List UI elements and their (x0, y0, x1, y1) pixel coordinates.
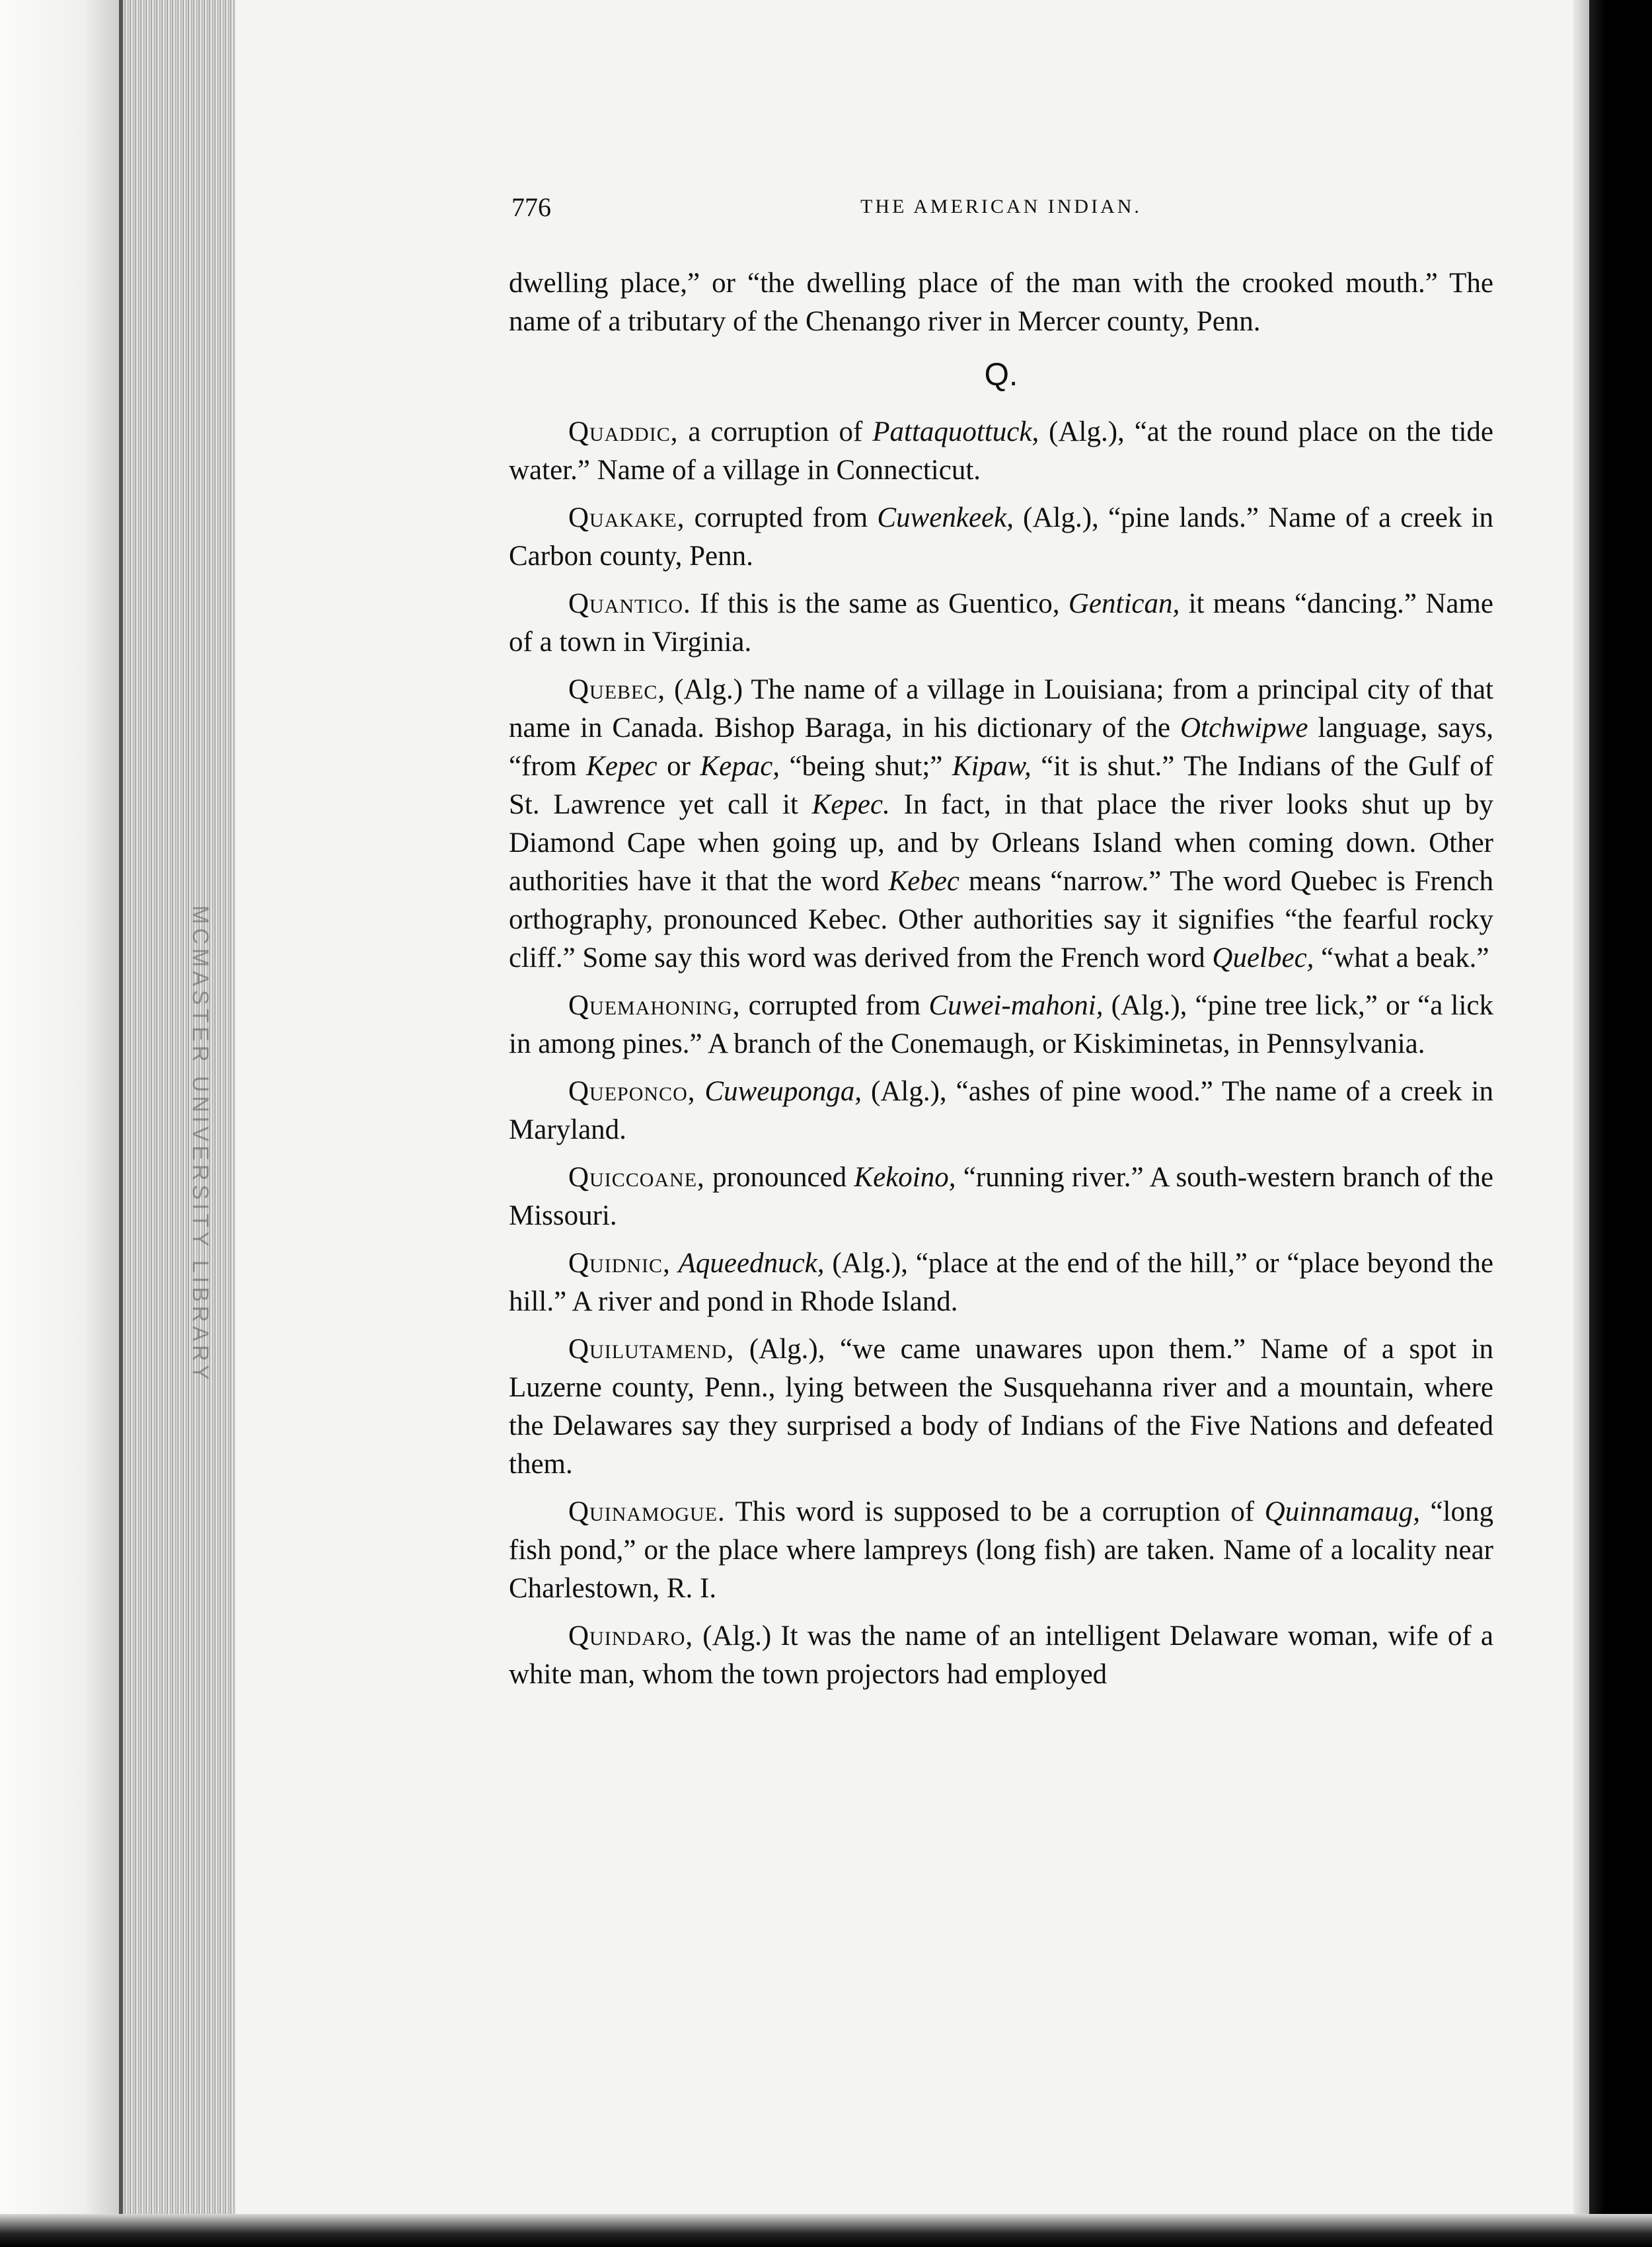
entry-italic-term: Quelbec, (1212, 942, 1314, 973)
entry-term: Quebec, (568, 674, 666, 705)
entry-text: it means “dancing.” Name of a town in Virginia. (509, 588, 1493, 658)
entry-text: (Alg.), “at the round place on the tide water.” Name of a village in Connecticut. (509, 416, 1493, 486)
entry-text (671, 1248, 679, 1279)
entry-text: or (657, 751, 700, 782)
entry-text: “running river.” A south-western branch of the Missouri. (509, 1162, 1493, 1231)
entry-text: (Alg.), “ashes of pine wood.” The name of a creek in Maryland. (509, 1076, 1494, 1145)
dictionary-entry (509, 499, 1493, 576)
entry-italic-term: Cuwei-mahoni, (928, 990, 1104, 1021)
library-stamp: MCMASTER UNIVERSITY LIBRARY (188, 905, 213, 1384)
bottom-scan-edge (0, 2214, 1652, 2247)
dictionary-entry (509, 1330, 1493, 1484)
entry-term: Quindaro, (568, 1620, 694, 1652)
dictionary-entry (509, 1493, 1493, 1608)
entry-text: language, says, “from (509, 712, 1493, 782)
entry-italic-term: Cuweuponga, (704, 1076, 862, 1107)
right-page-sliver (1573, 0, 1589, 2247)
dictionary-entry (509, 1159, 1493, 1235)
dictionary-entry (509, 671, 1493, 977)
running-head (509, 192, 1493, 231)
continued-paragraph: dwelling place,” or “the dwelling place of the man with the crooked mouth.” The name of a tributary of the Chenango river in Mercer county, Penn. (509, 268, 1493, 337)
text-block (509, 192, 1493, 1703)
entry-italic-term: Quinnamaug, (1264, 1496, 1420, 1527)
entry-text: corrupted from (740, 990, 929, 1021)
entry-text: (Alg.), “place at the end of the hill,” or “place beyond the hill.” A river and pond in Rhode Island. (509, 1248, 1493, 1317)
entry-text: This word is supposed to be a corruption of (725, 1496, 1265, 1527)
entry-italic-term: Kebec (888, 866, 960, 897)
entry-term: Quiccoane, (568, 1162, 705, 1193)
entry-text: (Alg.), “we came unawares upon them.” Name of a spot in Luzerne county, Penn., lying between the Susquehanna river and a mountain, where the Delawares say they surprised a body of Indians of the Five Nations and defeated them. (509, 1334, 1493, 1480)
entry-italic-term: Gentican, (1068, 588, 1180, 619)
entry-italic-term: Aqueednuck, (678, 1248, 825, 1279)
entry-text: (Alg.) The name of a village in Louisiana; from a principal city of that name in Canada. Bishop Baraga, in his dictionary of the (509, 674, 1493, 743)
entry-term: Quilutamend, (568, 1334, 735, 1365)
section-letter: Q. (984, 358, 1018, 393)
entry-text: “being shut;” (780, 751, 952, 782)
entry-italic-term: Kepec. (811, 789, 890, 820)
dictionary-entry (509, 1244, 1493, 1321)
entry-italic-term: Cuwenkeek, (877, 502, 1014, 533)
entry-italic-term: Kepac, (700, 751, 780, 782)
dictionary-entry (509, 1617, 1493, 1694)
entry-italic-term: Kepec (586, 751, 657, 782)
entry-term: Quantico. (568, 588, 691, 619)
entry-text: “what a beak.” (1314, 942, 1489, 973)
dictionary-entry (509, 1073, 1493, 1149)
dictionary-entries (509, 413, 1493, 1694)
entry-italic-term: Kipaw, (952, 751, 1032, 782)
entry-text: “long fish pond,” or the place where lampreys (long fish) are taken. Name of a locality near Charlestown, R. I. (509, 1496, 1493, 1604)
entry-text: (Alg.), “pine lands.” Name of a creek in Carbon county, Penn. (509, 502, 1493, 572)
left-margin (0, 0, 119, 2247)
entry-term: Quidnic, (568, 1248, 671, 1279)
entry-text: a corruption of (678, 416, 873, 447)
entry-text: pronounced (704, 1162, 854, 1193)
entry-text: (Alg.), “pine tree lick,” or “a lick in among pines.” A branch of the Conemaugh, or Kiskiminetas, in Pennsylvania. (509, 990, 1494, 1059)
entry-term: Quinamogue. (568, 1496, 726, 1527)
entry-term: Quakake, (568, 502, 685, 533)
page-number: 776 (511, 192, 551, 222)
right-scan-edge (1589, 0, 1652, 2247)
entry-term: Queponco, (568, 1076, 696, 1107)
entry-italic-term: Kekoino, (854, 1162, 956, 1193)
entry-term: Quaddic, (568, 416, 679, 447)
entry-text: (Alg.) It was the name of an intelligent Delaware woman, wife of a white man, whom the town projectors had employed (509, 1620, 1493, 1690)
dictionary-entry (509, 987, 1493, 1063)
entry-text: In fact, in that place the river looks shut up by Diamond Cape when going up, and by Orleans Island when coming down. Other authorities have it that the word (509, 789, 1493, 897)
dictionary-entry (509, 585, 1493, 662)
entry-text: corrupted from (685, 502, 878, 533)
entry-text: “it is shut.” The Indians of the Gulf of St. Lawrence yet call it (509, 751, 1493, 820)
entry-term: Quemahoning, (568, 990, 741, 1021)
running-title: THE AMERICAN INDIAN. (860, 196, 1142, 217)
entry-text: means “narrow.” The word Quebec is French orthography, pronounced Kebec. Other authorities say it signifies “the fearful rocky cliff.” Some say this word was derived from the French word (509, 866, 1493, 973)
entry-text: If this is the same as Guentico, (691, 588, 1069, 619)
dictionary-entry (509, 413, 1493, 490)
entry-italic-term: Pattaquottuck, (872, 416, 1039, 447)
entry-text (695, 1076, 704, 1107)
entry-italic-term: Otchwipwe (1180, 712, 1308, 743)
